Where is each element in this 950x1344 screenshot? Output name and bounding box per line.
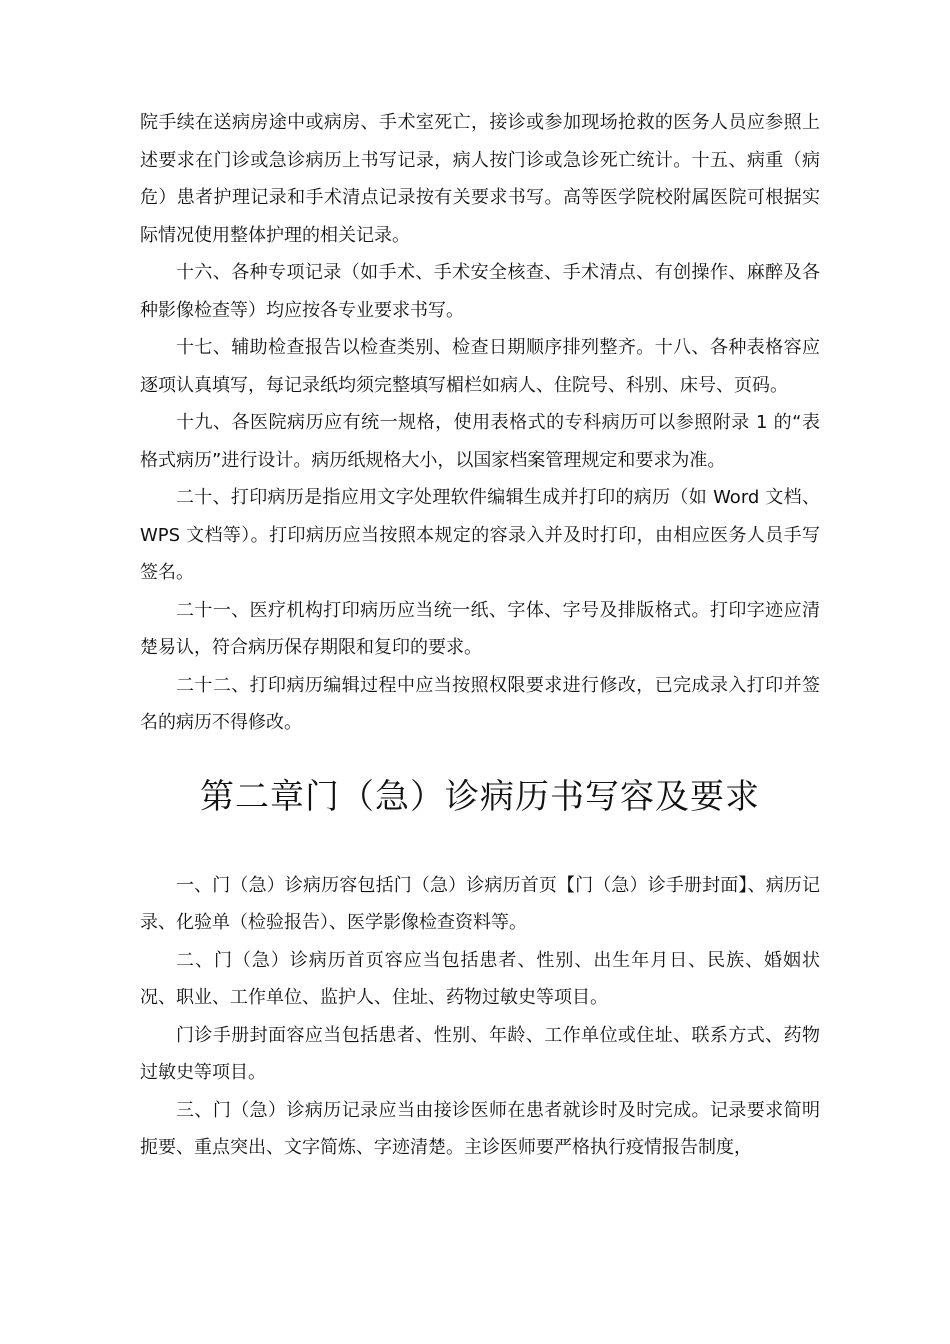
paragraph-16: 十六、各种专项记录（如手术、手术安全核查、手术清点、有创操作、麻醉及各种影像检查等）均应按各专业要求书写。 <box>140 262 820 321</box>
paragraph-21: 二十一、医疗机构打印病历应当统一纸、字体、字号及排版格式。打印字迹应清楚易认，符合病历保存期限和复印的要求。 <box>140 599 820 658</box>
chapter-title: 第二章门（急）诊病历书写容及要求 <box>200 776 760 817</box>
paragraph-20: 二十、打印病历是指应用文字处理软件编辑生成并打印的病历（如 Word 文档、WPS 文档等）。打印病历应当按照本规定的容录入并及时打印，由相应医务人员手写签名。 <box>140 487 820 583</box>
paragraph-continuation: 院手续在送病房途中或病房、手术室死亡，接诊或参加现场抢救的医务人员应参照上述要求在门诊或急诊病历上书写记录，病人按门诊或急诊死亡统计。十五、病重（病危）患者护理记录和手术清点记录按有关要求书写。高等医学院校附属医院可根据实际情况使用整体护理的相关记录。 <box>140 112 820 246</box>
document-page <box>140 104 820 1167</box>
chapter2-paragraph-1: 一、门（急）诊病历容包括门（急）诊病历首页【门（急）诊手册封面】、病历记录、化验单（检验报告）、医学影像检查资料等。 <box>140 874 820 933</box>
paragraph-17: 十七、辅助检查报告以检查类别、检查日期顺序排列整齐。十八、各种表格容应逐项认真填写，每记录纸均须完整填写楣栏如病人、住院号、科别、床号、页码。 <box>140 337 820 396</box>
paragraph-22: 二十二、打印病历编辑过程中应当按照权限要求进行修改，已完成录入打印并签名的病历不得修改。 <box>140 674 820 733</box>
chapter2-paragraph-3: 三、门（急）诊病历记录应当由接诊医师在患者就诊时及时完成。记录要求简明扼要、重点突出、文字简炼、字迹清楚。主诊医师要严格执行疫情报告制度， <box>140 1099 820 1158</box>
paragraph-19: 十九、各医院病历应有统一规格，使用表格式的专科病历可以参照附录 1 的“表格式病历”进行设计。病历纸规格大小，以国家档案管理规定和要求为准。 <box>140 412 820 471</box>
chapter2-paragraph-2: 二、门（急）诊病历首页容应当包括患者、性别、出生年月日、民族、婚姻状况、职业、工作单位、监护人、住址、药物过敏史等项目。 <box>140 949 820 1008</box>
chapter2-paragraph-cover: 门诊手册封面容应当包括患者、性别、年龄、工作单位或住址、联系方式、药物过敏史等项目。 <box>140 1024 820 1083</box>
